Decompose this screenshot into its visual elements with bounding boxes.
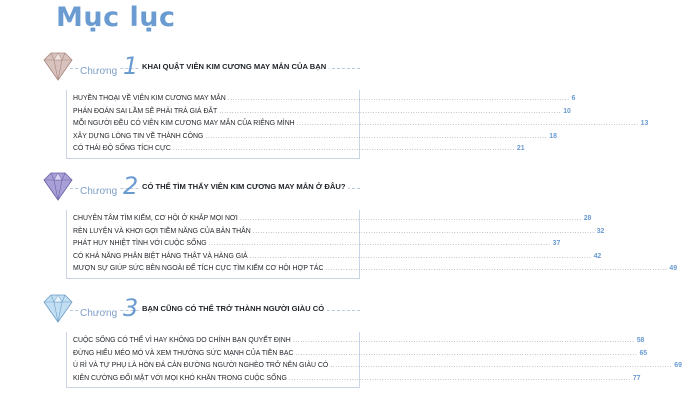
toc-entry[interactable]: HUYỀN THOẠI VỀ VIÊN KIM CƯƠNG MAY MẮN ........................................................................................................................................ 6 (73, 93, 355, 106)
toc-entry[interactable]: MƯỢN SỰ GIÚP SỨC BÊN NGOÀI ĐỂ TÍCH CỰC TÌM KIẾM CƠ HỘI HỢP TÁC ........................................................................................................................................ 49 (73, 263, 355, 276)
toc-entry[interactable]: MỖI NGƯỜI ĐỀU CÓ VIÊN KIM CƯƠNG MAY MẮN CỦA RIÊNG MÌNH ........................................................................................................................................ 13 (73, 118, 355, 131)
chapter-header (38, 50, 360, 90)
chapter-2 (38, 170, 678, 279)
toc-entry[interactable]: RÈN LUYỆN VÀ KHƠI GỢI TIỀM NĂNG CỦA BẢN THÂN ........................................................................................................................................ 32 (73, 226, 355, 239)
toc-entry[interactable]: Ù RÌ VÀ TỰ PHỤ LÀ HÒN ĐÁ CẢN ĐƯỜNG NGƯỜI NGHÈO TRỞ NÊN GIÀU CÓ ........................................................................................................................................ 69 (73, 360, 355, 373)
page-number: 6 (571, 95, 576, 102)
toc-entry[interactable]: CUỘC SỐNG CÓ THỂ VÌ HAY KHÔNG DO CHÍNH BẠN QUYẾT ĐỊNH ........................................................................................................................................ 58 (73, 335, 355, 348)
toc-entry[interactable]: PHÁN ĐOÁN SAI LẦM SẼ PHẢI TRẢ GIÁ ĐẮT ........................................................................................................................................ 10 (73, 106, 355, 119)
page-number: 18 (549, 132, 557, 140)
toc-entry[interactable]: CÓ KHẢ NĂNG PHÂN BIỆT HÀNG THẬT VÀ HÀNG GIẢ ........................................................................................................................................ 42 (73, 251, 355, 264)
toc-entry[interactable]: CÓ THÁI ĐỘ SỐNG TÍCH CỰC ........................................................................................................................................ 21 (73, 143, 355, 156)
page-number: 65 (639, 349, 648, 357)
page-number: 69 (674, 362, 682, 370)
page-number: 37 (552, 240, 561, 248)
chapter-header (38, 170, 360, 210)
chapter-title: KHAI QUẬT VIÊN KIM CƯƠNG MAY MẮN CỦA BẠN (139, 62, 329, 71)
chapter-3 (38, 292, 682, 388)
page-title: Mục lục (56, 2, 176, 33)
chapter-title: BẠN CŨNG CÓ THỂ TRỞ THÀNH NGƯỜI GIÀU CÓ (139, 304, 327, 313)
diamond-icon (38, 170, 78, 202)
page-number: 28 (583, 215, 592, 222)
page-number: 32 (596, 227, 605, 235)
page-number: 21 (516, 145, 525, 153)
page-number: 42 (593, 252, 602, 260)
chapter-number: 2 (123, 172, 139, 200)
chapter-header (38, 292, 360, 332)
page-number: 58 (636, 337, 645, 344)
chapter-word: Chương (80, 308, 118, 319)
toc-entries (66, 210, 678, 279)
toc-entry[interactable]: XÂY DỰNG LÒNG TIN VỀ THÀNH CÔNG ........................................................................................................................................ 18 (73, 131, 355, 144)
page-number: 77 (632, 374, 641, 382)
chapter-number: 3 (123, 294, 139, 322)
chapter-word: Chương (80, 66, 118, 77)
toc-entry[interactable]: KIÊN CƯỜNG ĐỐI MẶT VỚI MỌI KHÓ KHĂN TRONG CUỘC SỐNG ........................................................................................................................................ 77 (73, 373, 355, 386)
page-number: 10 (563, 107, 571, 115)
page-number: 49 (669, 265, 678, 273)
diamond-icon (38, 50, 78, 82)
diamond-icon (38, 292, 78, 324)
chapter-1 (38, 50, 649, 159)
chapter-title: CÓ THỂ TÌM THẤY VIÊN KIM CƯƠNG MAY MẮN Ở ĐÂU? (139, 182, 348, 191)
toc-entries (66, 332, 682, 388)
chapter-word: Chương (80, 186, 118, 197)
toc-entry[interactable]: CHUYÊN TÂM TÌM KIẾM, CƠ HỘI Ở KHẮP MỌI NƠI ........................................................................................................................................ 28 (73, 213, 355, 226)
toc-entry[interactable]: ĐỪNG HIỂU MÉO MÓ VÀ XEM THƯỜNG SỨC MẠNH CỦA TIỀN BẠC ........................................................................................................................................ 65 (73, 348, 355, 361)
toc-entries (66, 90, 649, 159)
toc-entry[interactable]: PHÁT HUY NHIỆT TÌNH VỚI CUỘC SỐNG ........................................................................................................................................ 37 (73, 238, 355, 251)
chapter-number: 1 (123, 52, 139, 80)
page-number: 13 (640, 120, 649, 128)
